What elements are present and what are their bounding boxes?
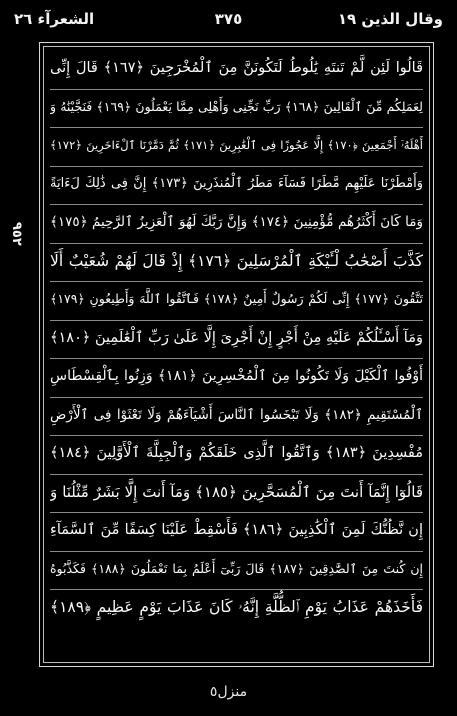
verse-line: ٱلْمُسْتَقِيمِ ﴿١٨٢﴾ وَلَا تَبْخَسُوا ٱلنَّاسَ أَشْيَآءَهُمْ وَلَا تَعْثَوْا فِى ٱلْأَرْضِ (50, 398, 423, 437)
verse-line: إِن كُنتَ مِنَ ٱلصَّٰدِقِينَ ﴿١٨٧﴾ قَالَ رَبِّىٓ أَعْلَمُ بِمَا تَعْمَلُونَ ﴿١٨٨﴾ فَكَذَّبُوهُ (50, 552, 423, 591)
verse-line: مُفْسِدِينَ ﴿١٨٣﴾ وَٱتَّقُوا ٱلَّذِى خَلَقَكُمْ وَٱلْجِبِلَّةَ ٱلْأَوَّلِينَ ﴿١٨٤﴾ (50, 436, 423, 475)
verse-line: أَهْلَهُۥٓ أَجْمَعِينَ ﴿١٧٠﴾ إِلَّا عَجُوزًا فِى ٱلْغَٰبِرِينَ ﴿١٧١﴾ ثُمَّ دَمَّرْنَا ٱلْءَاخَرِينَ ﴿١٧٢﴾ (50, 128, 423, 167)
manzil-footer: منزل٥ (209, 684, 248, 700)
page-header (0, 0, 457, 40)
verse-line: أَوْفُوا ٱلْكَيْلَ وَلَا تَكُونُوا مِنَ ٱلْمُخْسِرِينَ ﴿١٨١﴾ وَزِنُوا بِٱلْقِسْطَاسِ (50, 359, 423, 398)
juz-name-label: وقال الذين ١٩ (337, 10, 443, 28)
ruku-marker: ٩٥٢ (9, 222, 24, 246)
verse-line: تَتَّقُونَ ﴿١٧٧﴾ إِنِّى لَكُمْ رَسُولٌ أَمِينٌ ﴿١٧٨﴾ فَٱتَّقُوا ٱللَّهَ وَأَطِيعُونِ ﴿١٧٩﴾ (50, 282, 423, 321)
verse-line: لِعَمَلِكُم مِّنَ ٱلْقَالِينَ ﴿١٦٨﴾ رَبِّ نَجِّنِى وَأَهْلِى مِمَّا يَعْمَلُونَ ﴿١٦٩﴾ فَنَجَّيْنَٰهُ وَ (50, 90, 423, 129)
verse-line: قَالُوٓا إِنَّمَآ أَنتَ مِنَ ٱلْمُسَحَّرِينَ ﴿١٨٥﴾ وَمَآ أَنتَ إِلَّا بَشَرٌ مِّثْلُنَا وَ (50, 475, 423, 514)
text-frame (39, 42, 434, 667)
surah-name-label: الشعرآء ٢٦ (14, 10, 95, 28)
verse-line: فَأَخَذَهُمْ عَذَابُ يَوْمِ ٱلظُّلَّةِ إِنَّهُۥ كَانَ عَذَابَ يَوْمٍ عَظِيمٍ ﴿١٨٩﴾ (50, 598, 423, 616)
verse-line: قَالُوا لَئِن لَّمْ تَنتَهِ يَٰلُوطُ لَتَكُونَنَّ مِنَ ٱلْمُخْرَجِينَ ﴿١٦٧﴾ قَالَ إِنِّى (50, 51, 423, 90)
verse-line: إِن نَّظُنُّكَ لَمِنَ ٱلْكَٰذِبِينَ ﴿١٨٦﴾ فَأَسْقِطْ عَلَيْنَا كِسَفًا مِّنَ ٱلسَّمَآءِ (50, 513, 423, 552)
page-number: ٣٧٥ (214, 10, 243, 28)
verse-line: وَمَآ أَسْـَٔلُكُمْ عَلَيْهِ مِنْ أَجْرٍ إِنْ أَجْرِىَ إِلَّا عَلَىٰ رَبِّ ٱلْعَٰلَمِينَ ﴿١٨٠﴾ (50, 321, 423, 360)
text-area (43, 46, 430, 663)
verse-line: كَذَّبَ أَصْحَٰبُ لْـَٔيْكَةِ ٱلْمُرْسَلِينَ ﴿١٧٦﴾ إِذْ قَالَ لَهُمْ شُعَيْبٌ أَلَا (50, 244, 423, 283)
verse-line: وَمَا كَانَ أَكْثَرُهُم مُّؤْمِنِينَ ﴿١٧٤﴾ وَإِنَّ رَبَّكَ لَهُوَ ٱلْعَزِيزُ ٱلرَّحِيمُ ﴿١٧٥﴾ (50, 205, 423, 244)
verse-line: وَأَمْطَرْنَا عَلَيْهِم مَّطَرًا فَسَآءَ مَطَرُ ٱلْمُنذَرِينَ ﴿١٧٣﴾ إِنَّ فِى ذَٰلِكَ لَءَايَةً (50, 167, 423, 206)
